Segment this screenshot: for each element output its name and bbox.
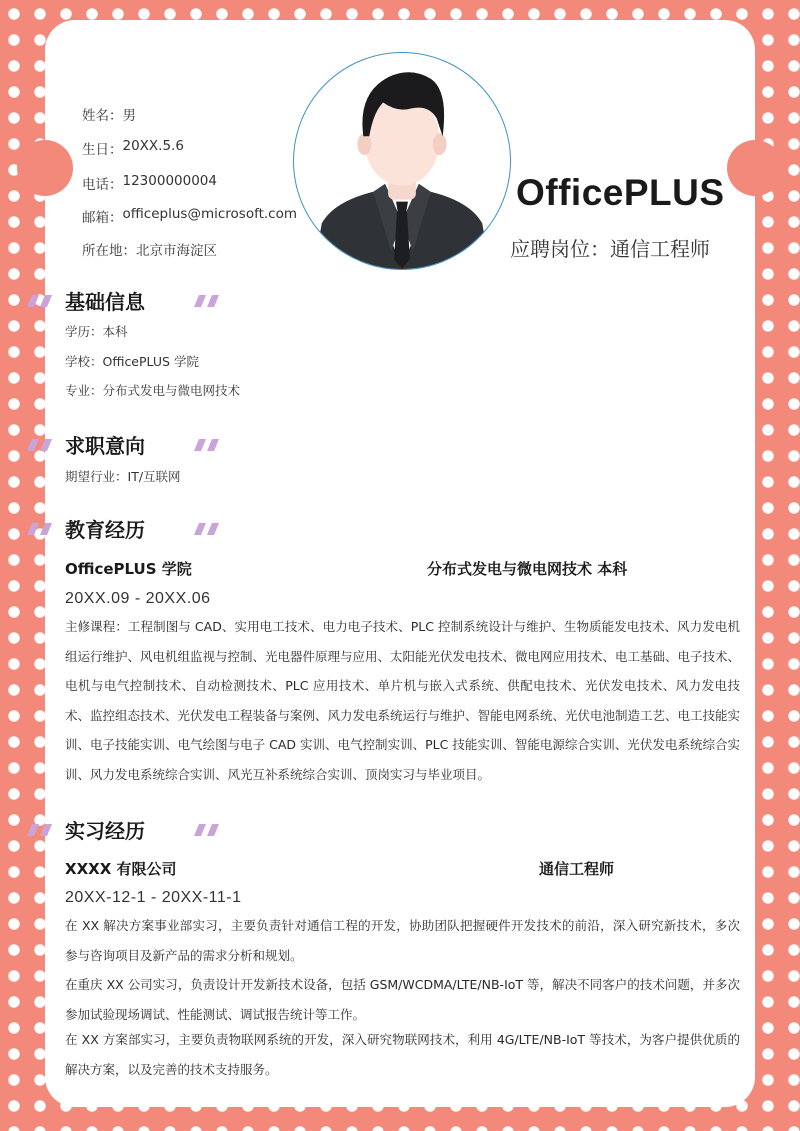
section-education [0, 514, 800, 544]
applied-position: 应聘岗位： 通信工程师 [510, 237, 710, 261]
right-ticket-notch [727, 140, 783, 196]
internship-paragraph: 在重庆 XX 公司实习，负责设计开发新技术设备，包括 GSM/WCDMA/LTE/NB-IoT 等，解决不同客户的技术问题，并多次参加试验现场调试、性能测试、调试报告统计等工作。 [65, 977, 740, 1022]
slash-decoration-icon [26, 295, 54, 307]
section-basic-info [0, 286, 800, 316]
contact-location: 所在地： 北京市海淀区 [82, 243, 217, 259]
internship-paragraph: 在 XX 方案部实习，主要负责物联网系统的开发，深入研究物联网技术，利用 4G/LTE/NB-IoT 等技术，为客户提供优质的解决方案，以及完善的技术支持服务。 [65, 1032, 740, 1077]
degree-row: 学历： 本科 [65, 324, 128, 339]
contact-name: 姓名： 男 [82, 108, 136, 124]
contact-birth: 生日： 20XX.5.6 [82, 138, 184, 158]
avatar [293, 52, 511, 270]
section-title: 实习经历 [65, 819, 145, 843]
contact-email: 邮箱： officeplus@microsoft.com [82, 206, 298, 226]
industry-row: 期望行业： IT/互联网 [65, 469, 181, 484]
left-ticket-notch [17, 140, 73, 196]
section-title: 基础信息 [65, 290, 145, 314]
contact-phone: 电话： 12300000004 [82, 173, 217, 193]
slash-decoration-icon [193, 295, 221, 307]
slash-decoration-icon [193, 523, 221, 535]
slash-decoration-icon [26, 439, 54, 451]
internship-company: XXXX 有限公司 [65, 860, 177, 878]
education-courses: 主修课程：工程制图与 CAD、实用电工技术、电力电子技术、PLC 控制系统设计与维护、生物质能发电技术、风力发电机组运行维护、风电机组监视与控制、光电器件原理与应用、太阳能光伏发电技术、微电网应用技术、电工基础、电子技术、电机与电气控制技术、自动检测技术、PLC 应用技术、单片机与嵌入式系统、供配电技术、光伏发电技术、风力发电技术、监控组态技术、光伏发电工程装备与案例、风力发电系统运行与维护、智能电网系统、光伏电池制造工艺、电工技能实训、电子技能实训、电气绘图与电子 CAD 实训、电气控制实训、PLC 技能实训、智能电源综合实训、光伏发电系统综合实训、风力发电系统综合实训、风光互补系统综合实训、顶岗实习与毕业项目。 [65, 619, 741, 782]
section-title: 教育经历 [65, 518, 145, 542]
slash-decoration-icon [193, 824, 221, 836]
avatar-illustration-icon [294, 53, 510, 269]
brand-name: OfficePLUS [516, 172, 725, 213]
section-internship [0, 815, 800, 845]
education-school: OfficePLUS 学院 [65, 560, 192, 578]
internship-paragraph: 在 XX 解决方案事业部实习，主要负责针对通信工程的开发，协助团队把握硬件开发技术的前沿，深入研究新技术，多次参与咨询项目及新产品的需求分析和规划。 [65, 918, 740, 963]
school-row: 学校： OfficePLUS 学院 [65, 354, 199, 369]
slash-decoration-icon [193, 439, 221, 451]
internship-role: 通信工程师 [539, 860, 615, 878]
section-title: 求职意向 [65, 434, 145, 458]
education-major-degree: 分布式发电与微电网技术 本科 [427, 560, 628, 578]
section-job-intent [0, 430, 800, 460]
major-row: 专业： 分布式发电与微电网技术 [65, 383, 241, 398]
slash-decoration-icon [26, 824, 54, 836]
education-dates: 20XX.09 - 20XX.06 [65, 590, 211, 607]
slash-decoration-icon [26, 523, 54, 535]
internship-dates: 20XX-12-1 - 20XX-11-1 [65, 889, 242, 906]
